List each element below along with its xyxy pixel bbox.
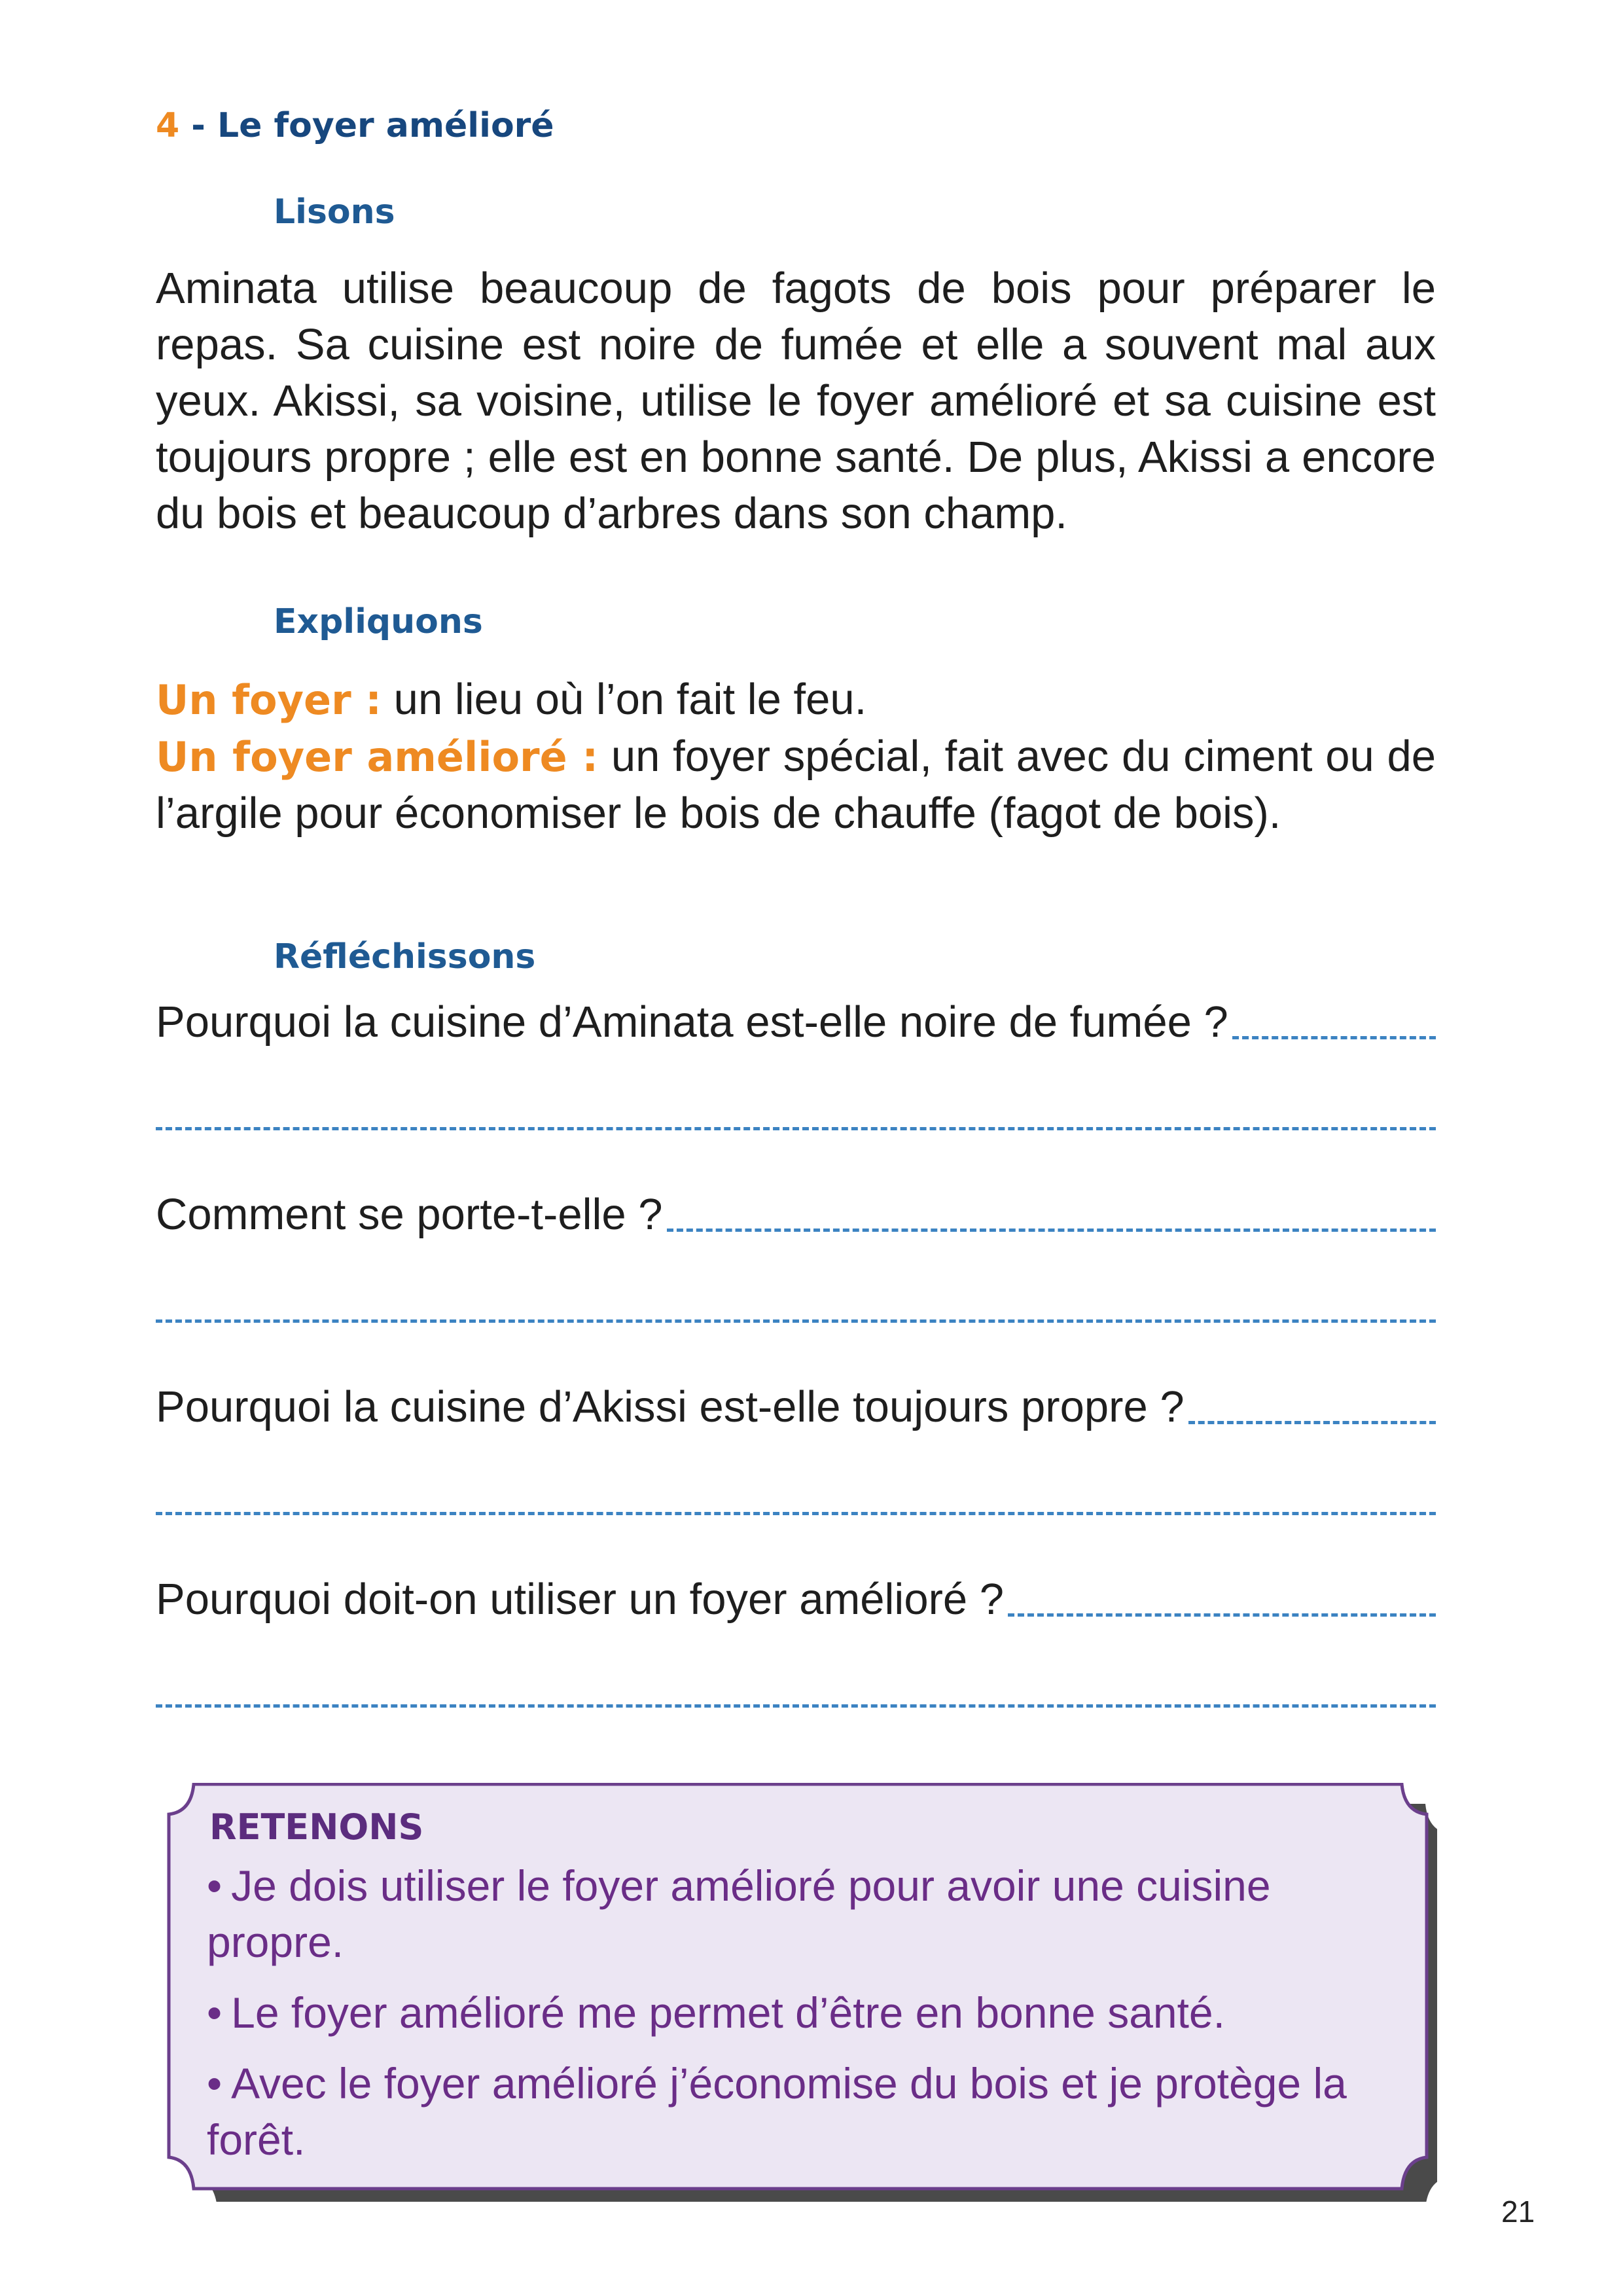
lesson-title bbox=[156, 106, 554, 145]
bullet-icon: • bbox=[207, 1988, 223, 2037]
question-text: Pourquoi la cuisine d’Aminata est-elle noire de fumée ? bbox=[156, 997, 1228, 1047]
question-row-4 bbox=[156, 1567, 1436, 1626]
page-number: 21 bbox=[1501, 2195, 1535, 2229]
retenons-item-3 bbox=[207, 2055, 1404, 2168]
answer-line[interactable] bbox=[1188, 1421, 1436, 1424]
retenons-item-2 bbox=[207, 1984, 1404, 2041]
question-row-3 bbox=[156, 1374, 1436, 1433]
question-row-2 bbox=[156, 1182, 1436, 1241]
answer-line[interactable] bbox=[156, 1512, 1436, 1515]
bullet-icon: • bbox=[207, 2059, 223, 2108]
retenons-item-1 bbox=[207, 1857, 1404, 1970]
retenons-heading: RETENONS bbox=[209, 1806, 424, 1848]
retenons-item-text: Le foyer amélioré me permet d’être en bonne santé. bbox=[231, 1988, 1225, 2037]
definition-foyer bbox=[156, 672, 1436, 842]
retenons-list bbox=[207, 1857, 1404, 2182]
answer-line[interactable] bbox=[156, 1319, 1436, 1323]
bullet-icon: • bbox=[207, 1861, 223, 1910]
answer-line[interactable] bbox=[156, 1704, 1436, 1708]
question-text: Pourquoi la cuisine d’Akissi est-elle toujours propre ? bbox=[156, 1382, 1185, 1431]
definition-text: un lieu où l’on fait le feu. bbox=[382, 675, 867, 724]
lesson-title-text: Le foyer amélioré bbox=[217, 106, 554, 145]
retenons-item-text: Je dois utiliser le foyer amélioré pour avoir une cuisine propre. bbox=[207, 1861, 1271, 1966]
retenons-box bbox=[156, 1783, 1437, 2202]
lisons-heading: Lisons bbox=[274, 192, 395, 232]
reflechissons-heading: Réfléchissons bbox=[274, 937, 536, 977]
question-text: Pourquoi doit-on utiliser un foyer amélioré ? bbox=[156, 1575, 1005, 1624]
lesson-separator: - bbox=[179, 106, 217, 145]
lesson-number: 4 bbox=[156, 106, 180, 145]
definition-text: un foyer spécial, fait avec du ciment ou de l’argile pour économiser le bois de chauffe (fagot de bois). bbox=[156, 732, 1436, 838]
question-text: Comment se porte-t-elle ? bbox=[156, 1190, 663, 1239]
expliquons-heading: Expliquons bbox=[274, 602, 483, 641]
answer-line[interactable] bbox=[667, 1229, 1436, 1232]
definition-term: Un foyer amélioré : bbox=[156, 733, 599, 781]
answer-line[interactable] bbox=[1232, 1036, 1436, 1039]
answer-line[interactable] bbox=[1008, 1613, 1436, 1617]
definition-term: Un foyer : bbox=[156, 676, 382, 724]
reading-passage: Aminata utilise beaucoup de fagots de bois pour préparer le repas. Sa cuisine est noire de fumée et elle a souvent mal aux yeux. Akissi, sa voisine, utilise le foyer amélioré et sa cuisine est toujours propre ; elle est en bonne santé. De plus, Akissi a encore du bois et beaucoup d’arbres dans son champ. bbox=[156, 264, 1436, 538]
question-row-1 bbox=[156, 990, 1436, 1049]
answer-line[interactable] bbox=[156, 1127, 1436, 1130]
retenons-item-text: Avec le foyer amélioré j’économise du bois et je protège la forêt. bbox=[207, 2059, 1347, 2164]
